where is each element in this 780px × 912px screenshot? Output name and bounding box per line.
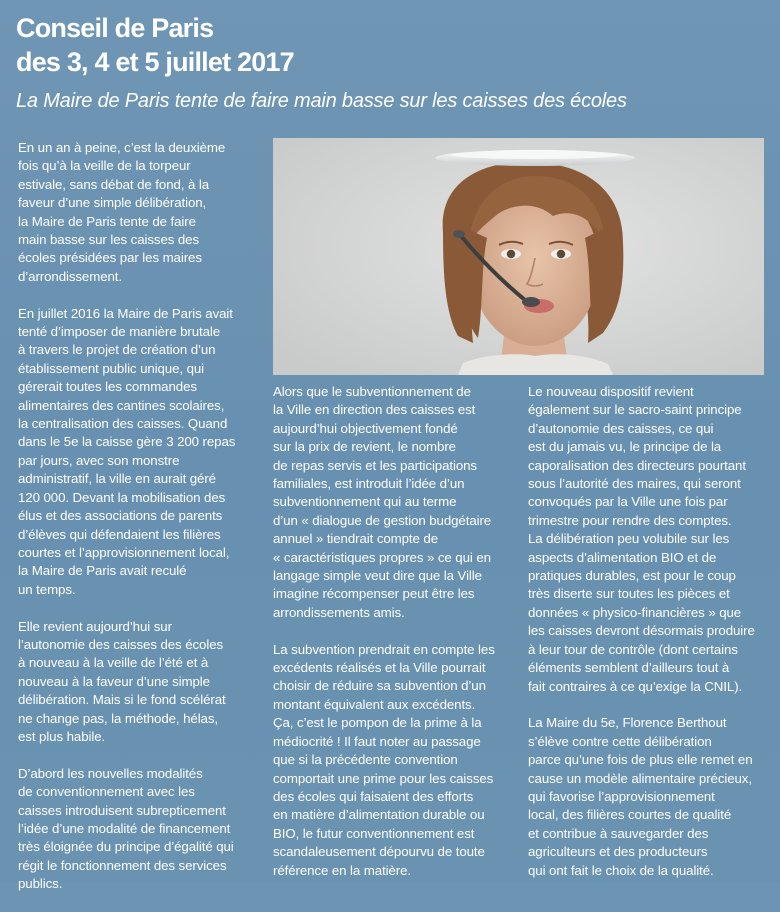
meeting-dates: des 3, 4 et 5 juillet 2017 <box>16 47 294 77</box>
paragraph: D’abord les nouvelles modalités de conventionnement avec les caisses introduisent subrepticement l’idée d’une modalité de financement très éloignée du principe d’égalité qui régit le fonctionnement des services publics. <box>18 765 234 892</box>
article-column-3 <box>528 383 773 898</box>
article-column-2 <box>273 383 513 898</box>
article-photo <box>273 138 764 375</box>
paragraph: Elle revient aujourd’hui sur l’autonomie des caisses des écoles à nouveau à la veille de l’été et à nouveau à la faveur d’une simple délibération. Mais si le fond scélérat ne change pas, la méthode, hélas, est plus habile. <box>18 618 226 744</box>
article-headline: La Maire de Paris tente de faire main basse sur les caisses des écoles <box>16 90 627 112</box>
paragraph: En juillet 2016 la Maire de Paris avait tenté d’imposer de manière brutale à travers le projet de création d’un établissement public unique, qui gérerait toutes les commandes alimentaires des cantines scolaires, la centralisation des caisses. Quand dans le 5e la caisse gère 3 200 repas par jours, avec son monstre administratif, la ville en aurait géré 120 000. Devant la mobilisation des élus et des associations de parents d’élèves qui défendaient les filières courtes et l’approvisionnement local, la Maire de Paris avait reculé un temps. <box>18 305 236 597</box>
paragraph: Le nouveau dispositif revient également sur le sacro-saint principe d’autonomie des caisses, ce qui est du jamais vu, le principe de la caporalisation des directeurs pourtant sous l’autorité des maires, qui seront convoqués par la Ville une fois par trimestre pour rendre des comptes. La délibération peu volubile sur les aspects d’alimentation BIO et de pratiques durables, est pour le coup très diserte sur toutes les pièces et données « physico-financières » que les caisses devront désormais produire à leur tour de contrôle (dont certains éléments semblent d’ailleurs tout à fait contraires à ce qu’exige la CNIL). <box>528 384 755 694</box>
paragraph: En un an à peine, c’est la deuxième fois qu’à la veille de la torpeur estivale, sans débat de fond, à la faveur d’une simple délibération, la Maire de Paris tente de faire main basse sur les caisses des écoles présidées par les maires d’arrondissement. <box>18 140 226 284</box>
page-title: Conseil de Paris <box>16 13 214 43</box>
girl-with-plate-illustration <box>273 138 764 375</box>
paragraph: La subvention prendrait en compte les excédents réalisés et la Ville pourrait choisir de réduire sa subvention d’un montant équivalent aux excédents. Ça, c’est le pompon de la prime à la médiocrité ! Il faut noter au passage que si la précédente convention comportait une prime pour les caisses des écoles qui faisaient des efforts en matière d’alimentation durable ou BIO, le futur conventionnement est scandaleusement dépourvu de toute référence en la matière. <box>273 641 495 878</box>
article-column-1 <box>18 139 268 912</box>
paragraph: Alors que le subventionnement de la Ville en direction des caisses est aujourd’hui objectivement fondé sur la prix de revient, le nombre de repas servis et les participations familiales, est introduit l’idée d’un subventionnement qui au terme d’un « dialogue de gestion budgétaire annuel » tiendrait compte de « caractéristiques propres » ce qui en langage simple veut dire que la Ville imagine récompenser peut être les arrondissements amis. <box>273 384 492 620</box>
paragraph: La Maire du 5e, Florence Berthout s’élève contre cette délibération parce qu’une fois de plus elle remet en cause un modèle alimentaire précieux, qui favorise l’approvisionnement local, des filières courtes de qualité et contribue à sauvegarder des agriculteurs et des producteurs qui ont fait le choix de la qualité. <box>528 715 753 878</box>
